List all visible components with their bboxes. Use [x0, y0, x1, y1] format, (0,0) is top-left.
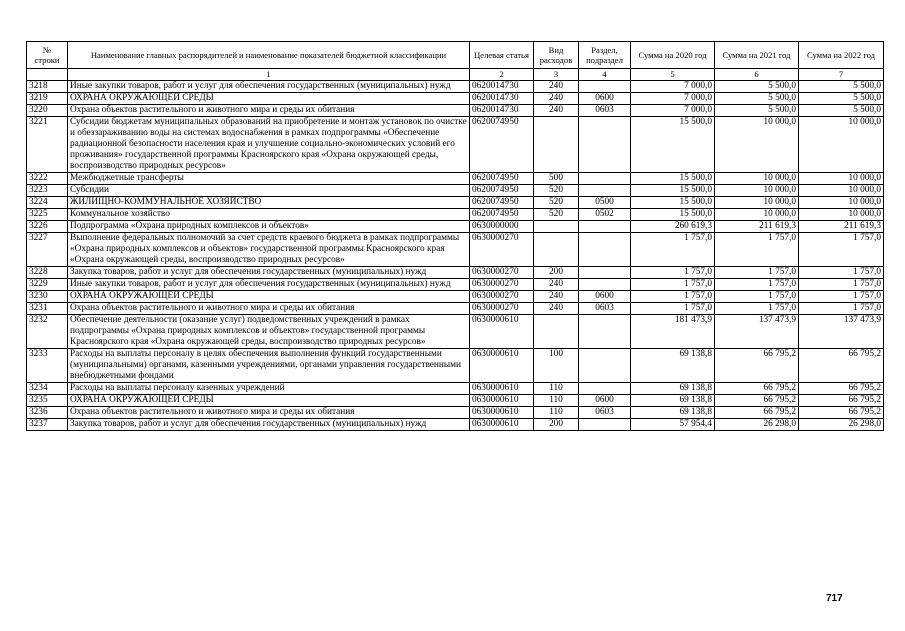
- header-row-number: № строки: [27, 42, 68, 69]
- row-sum-2021: 211 619,3: [715, 221, 799, 233]
- row-expense-type: 240: [534, 93, 579, 105]
- row-sum-2020: 69 138,8: [631, 407, 715, 419]
- row-number: 3228: [27, 267, 68, 279]
- row-number: 3237: [27, 419, 68, 431]
- row-sum-2021: 5 500,0: [715, 81, 799, 93]
- row-number: 3218: [27, 81, 68, 93]
- header-sum-2020: Сумма на 2020 год: [631, 42, 715, 69]
- table-row: [27, 303, 884, 315]
- row-section: [579, 117, 631, 173]
- row-expense-type: 240: [534, 303, 579, 315]
- row-sum-2022: 1 757,0: [799, 279, 884, 291]
- row-sum-2021: 5 500,0: [715, 93, 799, 105]
- row-target-article: 0630000610: [470, 419, 534, 431]
- row-sum-2020: 181 473,9: [631, 315, 715, 349]
- row-expense-type: 520: [534, 197, 579, 209]
- table-row: [27, 349, 884, 383]
- row-expense-type: 500: [534, 173, 579, 185]
- row-section: [579, 419, 631, 431]
- row-target-article: 0630000270: [470, 291, 534, 303]
- row-name: Иные закупки товаров, работ и услуг для обеспечения государственных (муниципальных) нужд: [68, 279, 470, 291]
- row-sum-2022: 66 795,2: [799, 395, 884, 407]
- row-sum-2021: 66 795,2: [715, 383, 799, 395]
- row-sum-2021: 10 000,0: [715, 197, 799, 209]
- row-sum-2022: 1 757,0: [799, 267, 884, 279]
- row-expense-type: [534, 233, 579, 267]
- row-name: Обеспечение деятельности (оказание услуг) подведомственных учреждений в рамках подпрограммы «Охрана природных комплексов и объектов» государственной программы Красноярского края «Охрана окружающей среды, воспроизводство природных ресурсов»: [68, 315, 470, 349]
- table-row: [27, 407, 884, 419]
- row-number: 3224: [27, 197, 68, 209]
- header-sum-2021: Сумма на 2021 год: [715, 42, 799, 69]
- column-number: 1: [68, 69, 470, 81]
- row-sum-2020: 7 000,0: [631, 93, 715, 105]
- row-name: ОХРАНА ОКРУЖАЮЩЕЙ СРЕДЫ: [68, 93, 470, 105]
- row-sum-2021: 1 757,0: [715, 233, 799, 267]
- row-sum-2020: 69 138,8: [631, 349, 715, 383]
- row-number: 3225: [27, 209, 68, 221]
- column-number: 6: [715, 69, 799, 81]
- row-section: [579, 233, 631, 267]
- column-number-row: [27, 69, 884, 81]
- table-row: [27, 173, 884, 185]
- table-row: [27, 279, 884, 291]
- row-section: 0603: [579, 303, 631, 315]
- row-sum-2022: 66 795,2: [799, 407, 884, 419]
- row-section: [579, 185, 631, 197]
- row-section: 0600: [579, 395, 631, 407]
- row-sum-2022: 10 000,0: [799, 197, 884, 209]
- row-expense-type: [534, 315, 579, 349]
- column-number: [27, 69, 68, 81]
- row-sum-2020: 7 000,0: [631, 81, 715, 93]
- row-number: 3235: [27, 395, 68, 407]
- row-sum-2020: 1 757,0: [631, 303, 715, 315]
- row-target-article: 0620074950: [470, 209, 534, 221]
- row-name: ОХРАНА ОКРУЖАЮЩЕЙ СРЕДЫ: [68, 395, 470, 407]
- row-target-article: 0630000610: [470, 383, 534, 395]
- column-number: 2: [470, 69, 534, 81]
- row-target-article: 0620074950: [470, 197, 534, 209]
- row-number: 3221: [27, 117, 68, 173]
- row-section: 0603: [579, 407, 631, 419]
- row-sum-2021: 137 473,9: [715, 315, 799, 349]
- row-sum-2021: 10 000,0: [715, 117, 799, 173]
- table-row: [27, 419, 884, 431]
- row-name: ОХРАНА ОКРУЖАЮЩЕЙ СРЕДЫ: [68, 291, 470, 303]
- row-expense-type: 520: [534, 185, 579, 197]
- row-number: 3229: [27, 279, 68, 291]
- table-row: [27, 81, 884, 93]
- row-sum-2020: 57 954,4: [631, 419, 715, 431]
- row-sum-2020: 1 757,0: [631, 233, 715, 267]
- row-name: Подпрограмма «Охрана природных комплексов и объектов»: [68, 221, 470, 233]
- table-row: [27, 93, 884, 105]
- row-target-article: 0630000270: [470, 303, 534, 315]
- row-section: 0600: [579, 93, 631, 105]
- table-row: [27, 395, 884, 407]
- row-target-article: 0630000000: [470, 221, 534, 233]
- row-expense-type: 520: [534, 209, 579, 221]
- row-sum-2022: 1 757,0: [799, 303, 884, 315]
- row-section: 0600: [579, 291, 631, 303]
- row-sum-2022: 5 500,0: [799, 105, 884, 117]
- row-expense-type: 240: [534, 105, 579, 117]
- row-sum-2020: 15 500,0: [631, 117, 715, 173]
- header-row: [27, 42, 884, 69]
- table-row: [27, 185, 884, 197]
- row-number: 3231: [27, 303, 68, 315]
- row-target-article: 0630000270: [470, 233, 534, 267]
- row-name: Охрана объектов растительного и животного мира и среды их обитания: [68, 105, 470, 117]
- table-row: [27, 233, 884, 267]
- row-number: 3223: [27, 185, 68, 197]
- row-number: 3226: [27, 221, 68, 233]
- page-number: 717: [826, 593, 843, 604]
- row-sum-2020: 7 000,0: [631, 105, 715, 117]
- row-sum-2022: 10 000,0: [799, 209, 884, 221]
- row-sum-2022: 26 298,0: [799, 419, 884, 431]
- row-sum-2021: 1 757,0: [715, 291, 799, 303]
- column-number: 4: [579, 69, 631, 81]
- row-sum-2020: 15 500,0: [631, 185, 715, 197]
- table-row: [27, 291, 884, 303]
- header-section: Раздел, подраздел: [579, 42, 631, 69]
- row-name: Охрана объектов растительного и животного мира и среды их обитания: [68, 303, 470, 315]
- row-name: ЖИЛИЩНО-КОММУНАЛЬНОЕ ХОЗЯЙСТВО: [68, 197, 470, 209]
- row-name: Субсидии бюджетам муниципальных образований на приобретение и монтаж установок по очистке и обеззараживанию воды на системах водоснабжения в рамках подпрограммы «Обеспечение радиационной безопасности населения края и улучшение социально-экономических условий его проживания» государственной программы Красноярского края «Охрана окружающей среды, воспроизводство природных ресурсов»: [68, 117, 470, 173]
- row-expense-type: 200: [534, 419, 579, 431]
- row-target-article: 0630000610: [470, 349, 534, 383]
- table-row: [27, 221, 884, 233]
- row-sum-2021: 10 000,0: [715, 209, 799, 221]
- row-target-article: 0630000270: [470, 279, 534, 291]
- table-row: [27, 267, 884, 279]
- column-number: 7: [799, 69, 884, 81]
- row-sum-2021: 66 795,2: [715, 349, 799, 383]
- column-number: 3: [534, 69, 579, 81]
- table-row: [27, 197, 884, 209]
- table-row: [27, 105, 884, 117]
- row-sum-2020: 15 500,0: [631, 197, 715, 209]
- row-sum-2022: 1 757,0: [799, 291, 884, 303]
- row-sum-2022: 5 500,0: [799, 93, 884, 105]
- row-target-article: 0620074950: [470, 117, 534, 173]
- row-section: 0502: [579, 209, 631, 221]
- row-sum-2022: 10 000,0: [799, 173, 884, 185]
- row-name: Расходы на выплаты персоналу в целях обеспечения выполнения функций государственными (муниципальными) органами, казенными учреждениями, органами управления государственными внебюджетными фондами: [68, 349, 470, 383]
- row-sum-2021: 66 795,2: [715, 395, 799, 407]
- row-expense-type: 110: [534, 407, 579, 419]
- header-sum-2022: Сумма на 2022 год: [799, 42, 884, 69]
- row-sum-2021: 1 757,0: [715, 267, 799, 279]
- row-sum-2022: 10 000,0: [799, 117, 884, 173]
- header-target-article: Целевая статья: [470, 42, 534, 69]
- row-expense-type: 100: [534, 349, 579, 383]
- row-number: 3219: [27, 93, 68, 105]
- row-sum-2022: 1 757,0: [799, 233, 884, 267]
- row-sum-2021: 1 757,0: [715, 303, 799, 315]
- row-sum-2021: 5 500,0: [715, 105, 799, 117]
- row-sum-2021: 1 757,0: [715, 279, 799, 291]
- row-section: [579, 349, 631, 383]
- row-expense-type: [534, 117, 579, 173]
- row-section: [579, 221, 631, 233]
- row-sum-2020: 1 757,0: [631, 279, 715, 291]
- row-number: 3220: [27, 105, 68, 117]
- row-section: [579, 173, 631, 185]
- row-target-article: 0620014730: [470, 105, 534, 117]
- row-name: Расходы на выплаты персоналу казенных учреждений: [68, 383, 470, 395]
- column-number: 5: [631, 69, 715, 81]
- row-name: Субсидии: [68, 185, 470, 197]
- row-number: 3234: [27, 383, 68, 395]
- row-section: [579, 383, 631, 395]
- table-row: [27, 315, 884, 349]
- row-expense-type: 240: [534, 291, 579, 303]
- row-target-article: 0620014730: [470, 93, 534, 105]
- table-row: [27, 383, 884, 395]
- header-name: Наименование главных распорядителей и наименование показателей бюджетной классификации: [68, 42, 470, 69]
- table-body: [27, 81, 884, 431]
- row-sum-2020: 15 500,0: [631, 173, 715, 185]
- row-name: Коммунальное хозяйство: [68, 209, 470, 221]
- row-sum-2022: 211 619,3: [799, 221, 884, 233]
- row-section: 0500: [579, 197, 631, 209]
- row-sum-2021: 10 000,0: [715, 185, 799, 197]
- row-section: 0603: [579, 105, 631, 117]
- row-target-article: 0620014730: [470, 81, 534, 93]
- row-target-article: 0630000270: [470, 267, 534, 279]
- row-target-article: 0620074950: [470, 185, 534, 197]
- row-name: Охрана объектов растительного и животного мира и среды их обитания: [68, 407, 470, 419]
- row-number: 3222: [27, 173, 68, 185]
- row-name: Закупка товаров, работ и услуг для обеспечения государственных (муниципальных) нужд: [68, 419, 470, 431]
- row-section: [579, 267, 631, 279]
- row-name: Иные закупки товаров, работ и услуг для обеспечения государственных (муниципальных) нужд: [68, 81, 470, 93]
- row-sum-2022: 66 795,2: [799, 349, 884, 383]
- row-expense-type: 110: [534, 395, 579, 407]
- row-sum-2020: 69 138,8: [631, 395, 715, 407]
- budget-table: [26, 41, 884, 431]
- row-number: 3227: [27, 233, 68, 267]
- table-row: [27, 209, 884, 221]
- row-name: Выполнение федеральных полномочий за счет средств краевого бюджета в рамках подпрограммы «Охрана природных комплексов и объектов» государственной программы Красноярского края «Охрана окружающей среды, воспроизводство природных ресурсов»: [68, 233, 470, 267]
- row-number: 3233: [27, 349, 68, 383]
- row-section: [579, 315, 631, 349]
- row-target-article: 0630000610: [470, 315, 534, 349]
- row-number: 3232: [27, 315, 68, 349]
- row-number: 3236: [27, 407, 68, 419]
- row-sum-2022: 137 473,9: [799, 315, 884, 349]
- row-sum-2020: 1 757,0: [631, 291, 715, 303]
- row-sum-2022: 5 500,0: [799, 81, 884, 93]
- table-row: [27, 117, 884, 173]
- row-number: 3230: [27, 291, 68, 303]
- header-expense-type: Вид расходов: [534, 42, 579, 69]
- row-name: Закупка товаров, работ и услуг для обеспечения государственных (муниципальных) нужд: [68, 267, 470, 279]
- row-sum-2021: 26 298,0: [715, 419, 799, 431]
- row-expense-type: 110: [534, 383, 579, 395]
- row-name: Межбюджетные трансферты: [68, 173, 470, 185]
- row-sum-2020: 260 619,3: [631, 221, 715, 233]
- row-sum-2022: 66 795,2: [799, 383, 884, 395]
- row-target-article: 0630000610: [470, 407, 534, 419]
- row-expense-type: 240: [534, 81, 579, 93]
- row-target-article: 0620074950: [470, 173, 534, 185]
- row-sum-2021: 66 795,2: [715, 407, 799, 419]
- row-sum-2020: 69 138,8: [631, 383, 715, 395]
- row-section: [579, 81, 631, 93]
- row-expense-type: [534, 221, 579, 233]
- row-expense-type: 240: [534, 279, 579, 291]
- row-sum-2020: 1 757,0: [631, 267, 715, 279]
- row-sum-2021: 10 000,0: [715, 173, 799, 185]
- row-sum-2020: 15 500,0: [631, 209, 715, 221]
- row-target-article: 0630000610: [470, 395, 534, 407]
- row-section: [579, 279, 631, 291]
- row-expense-type: 200: [534, 267, 579, 279]
- row-sum-2022: 10 000,0: [799, 185, 884, 197]
